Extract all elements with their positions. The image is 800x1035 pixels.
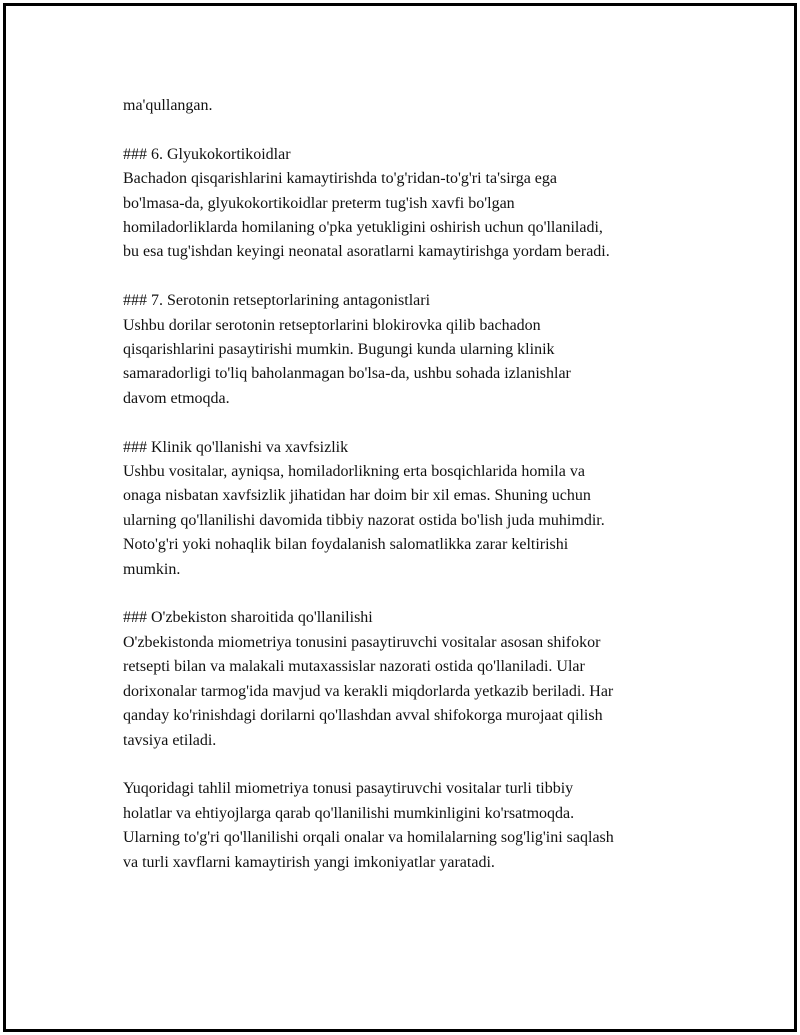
section-body-glucocorticoids: Bachadon qisqarishlarini kamaytirishda to'g'ridan-to'g'ri ta'sirga ega bo'lmasa-da, glyukokortikoidlar preterm tug'ish xavfi bo'lgan homiladorliklarda homilaning o'pka yetukligini oshirish uchun qo'llaniladi, bu esa tug'ishdan keyingi neonatal asoratlarni kamaytirishga yordam beradi.: [123, 170, 610, 261]
section-heading-uzbekistan-use: ### O'zbekiston sharoitida qo'llanilishi: [123, 609, 373, 627]
section-heading-glucocorticoids: ### 6. Glyukokortikoidlar: [123, 145, 291, 163]
section-body-uzbekistan-use: O'zbekistonda miometriya tonusini pasaytiruvchi vositalar asosan shifokor retsepti bilan va malakali mutaxassislar nazorati ostida qo'llaniladi. Ular dorixonalar tarmog'ida mavjud va kerakli miqdorlarda yetkazib beriladi. Har qanday ko'rinishdagi dorilarni qo'llashdan avval shifokorga murojaat qilish tavsiya etiladi.: [123, 633, 614, 749]
section-body-serotonin-antagonists: Ushbu dorilar serotonin retseptorlarini blokirovka qilib bachadon qisqarishlarini pasaytirishi mumkin. Bugungi kunda ularning klinik samaradorligi to'liq baholanmagan bo'lsa-da, ushbu sohada izlanishlar davom etmoqda.: [123, 316, 571, 407]
document-body: [123, 94, 723, 899]
page-frame: [3, 3, 797, 1032]
intro-paragraph-tail: ma'qullangan.: [123, 97, 213, 114]
section-heading-serotonin-antagonists: ### 7. Serotonin retseptorlarining antagonistlari: [123, 292, 431, 310]
conclusion-paragraph: Yuqoridagi tahlil miometriya tonusi pasaytiruvchi vositalar turli tibbiy holatlar va ehtiyojlarga qarab qo'llanilishi mumkinligini ko'rsatmoqda. Ularning to'g'ri qo'llanilishi orqali onalar va homilalarning sog'lig'ini saqlash va turli xavflarni kamaytirish yangi imkoniyatlar yaratadi.: [123, 780, 614, 871]
section-heading-clinical-use-safety: ### Klinik qo'llanishi va xavfsizlik: [123, 438, 349, 456]
section-body-clinical-use-safety: Ushbu vositalar, ayniqsa, homiladorlikning erta bosqichlarida homila va onaga nisbatan xavfsizlik jihatidan har doim bir xil emas. Shuning uchun ularning qo'llanilishi davomida tibbiy nazorat ostida bo'lish juda muhimdir. Noto'g'ri yoki nohaqlik bilan foydalanish salomatlikka zarar keltirishi mumkin.: [123, 463, 605, 578]
